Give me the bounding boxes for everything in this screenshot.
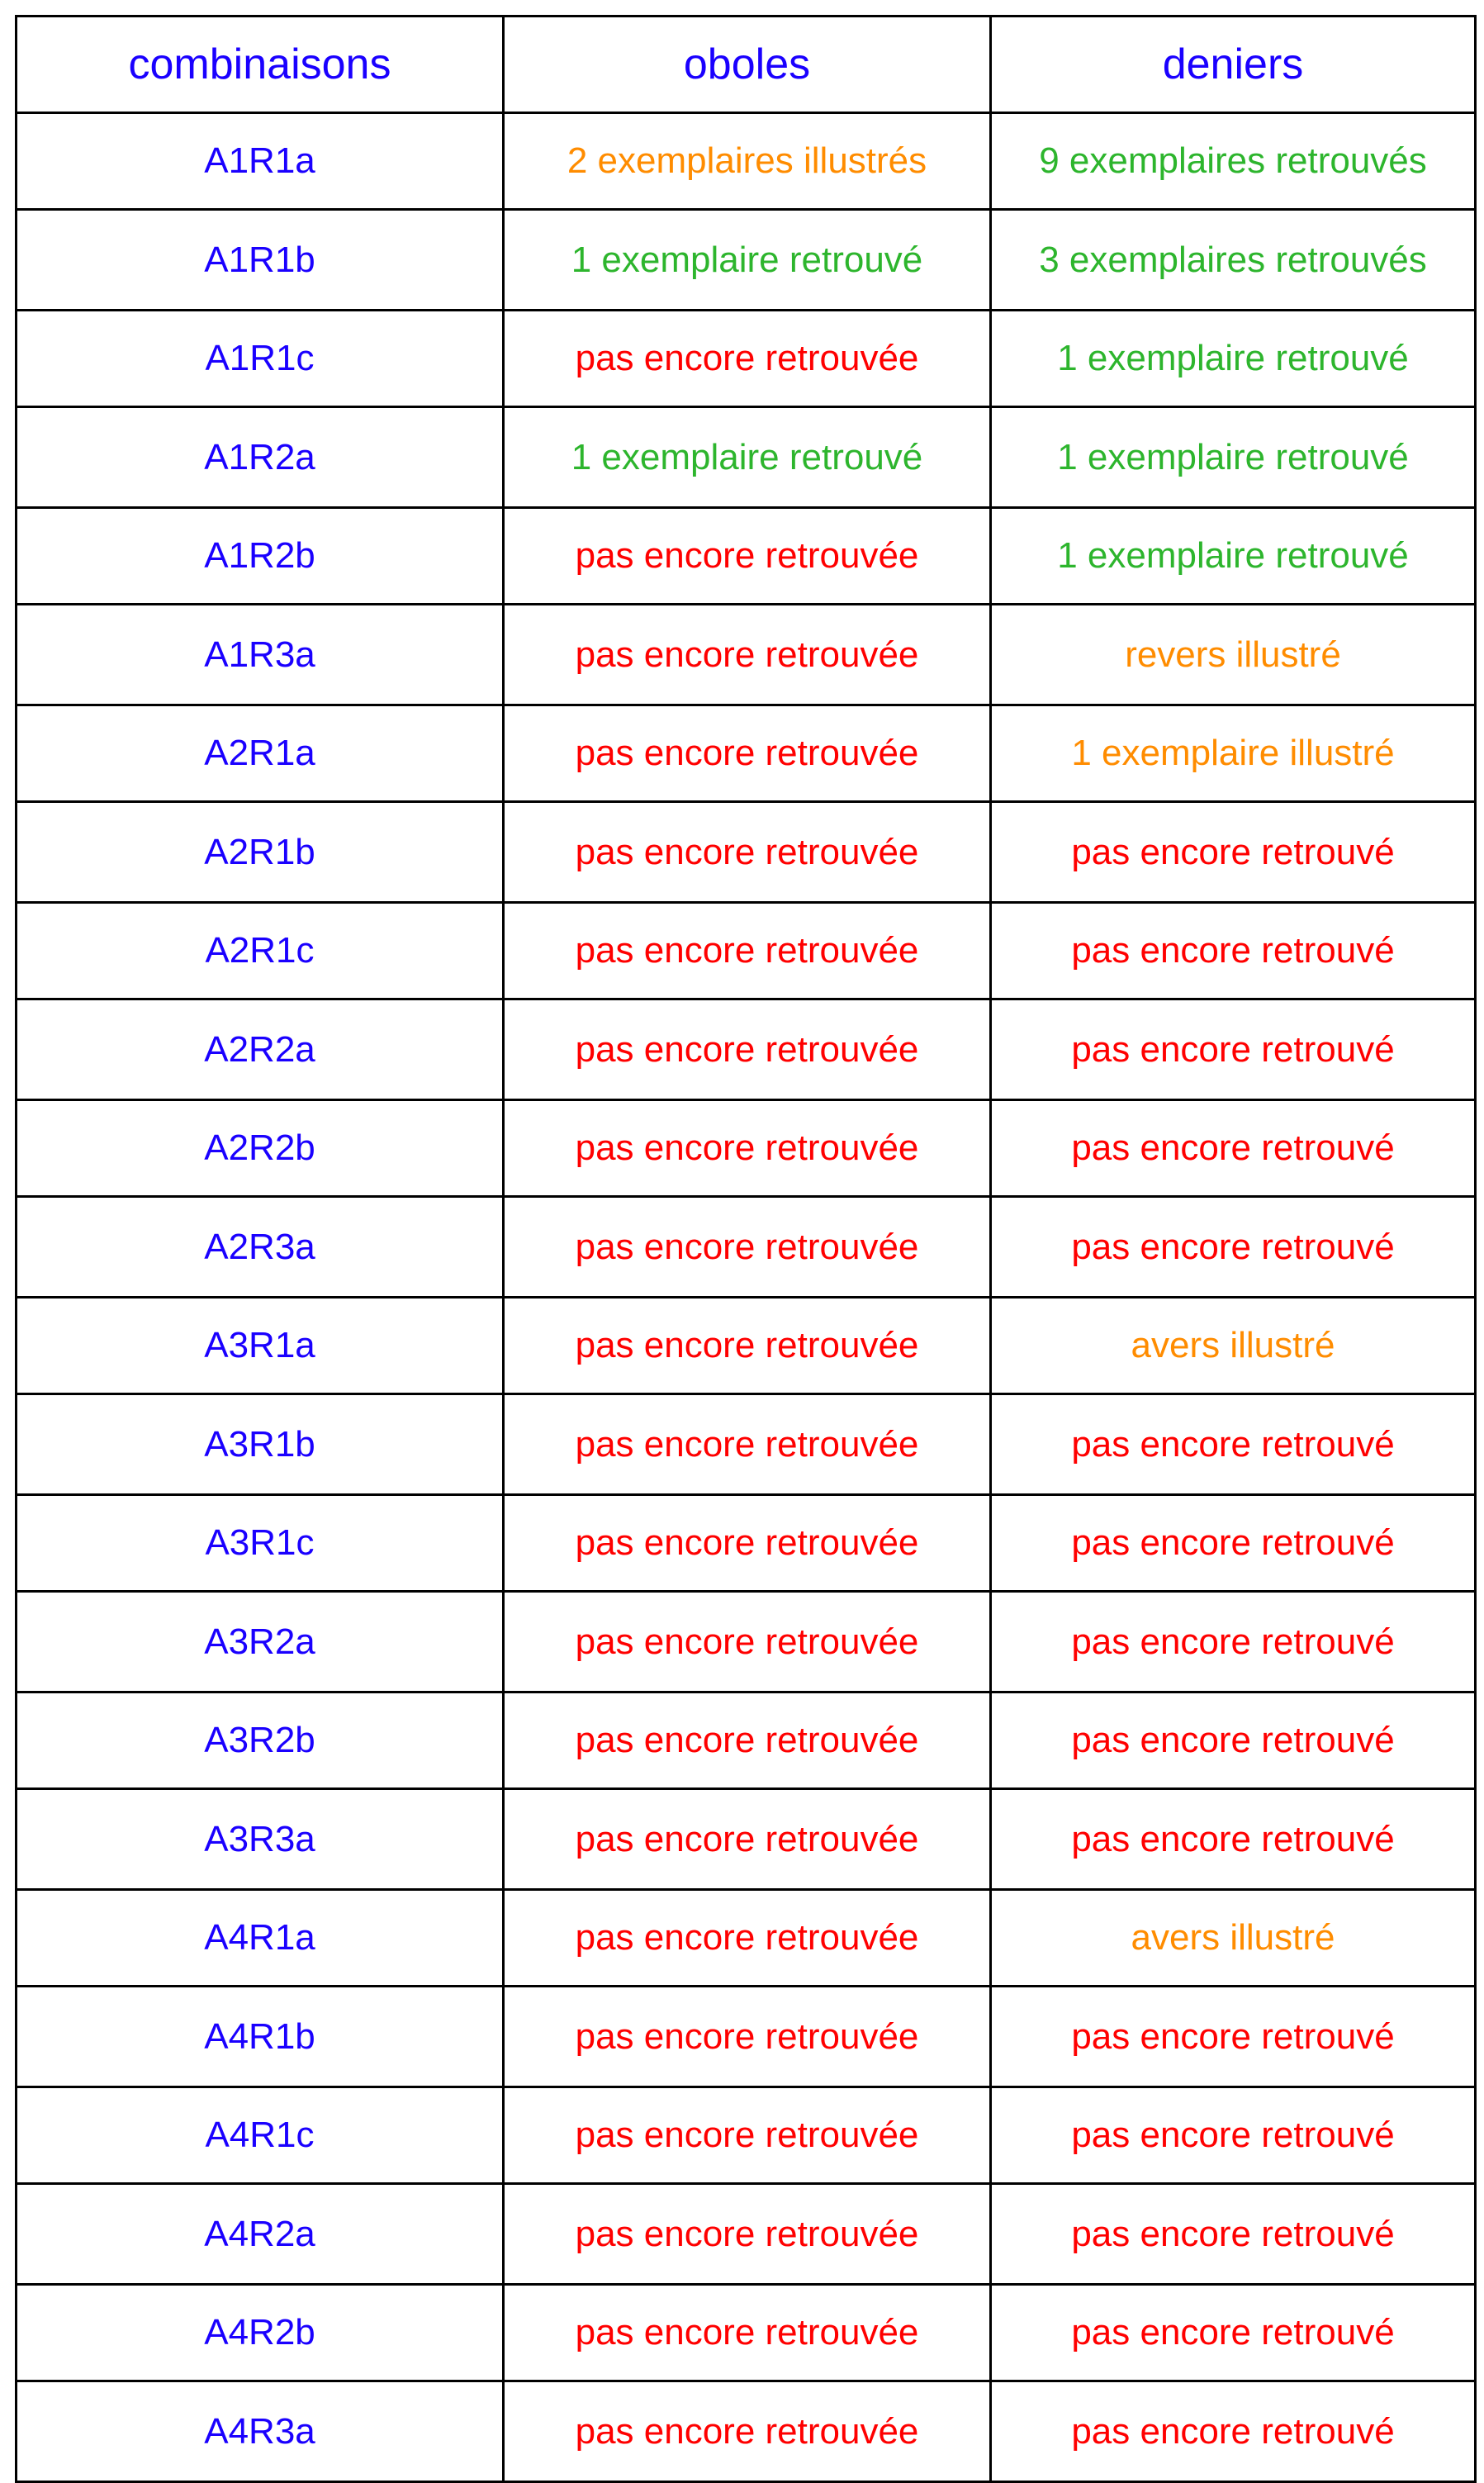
- deniers-cell: pas encore retrouvé: [991, 2087, 1476, 2184]
- combination-cell: A3R2a: [17, 1592, 504, 1693]
- header-deniers: deniers: [991, 17, 1476, 113]
- deniers-cell: pas encore retrouvé: [991, 2381, 1476, 2482]
- table-row: [17, 311, 1476, 407]
- oboles-cell: pas encore retrouvée: [504, 903, 991, 999]
- table-row: [17, 802, 1476, 903]
- oboles-cell: pas encore retrouvée: [504, 802, 991, 903]
- oboles-cell: pas encore retrouvée: [504, 1592, 991, 1693]
- oboles-cell: pas encore retrouvée: [504, 1394, 991, 1495]
- combination-cell: A3R1c: [17, 1495, 504, 1592]
- table-row: [17, 508, 1476, 605]
- deniers-cell: avers illustré: [991, 1890, 1476, 1987]
- table-body: [17, 113, 1476, 2482]
- deniers-cell: avers illustré: [991, 1298, 1476, 1394]
- table-row: [17, 1890, 1476, 1987]
- deniers-cell: pas encore retrouvé: [991, 1394, 1476, 1495]
- oboles-cell: pas encore retrouvée: [504, 1298, 991, 1394]
- combination-cell: A4R1c: [17, 2087, 504, 2184]
- combination-cell: A2R3a: [17, 1197, 504, 1298]
- table-row: [17, 705, 1476, 802]
- deniers-cell: revers illustré: [991, 605, 1476, 705]
- deniers-cell: pas encore retrouvé: [991, 1495, 1476, 1592]
- oboles-cell: 1 exemplaire retrouvé: [504, 407, 991, 508]
- table-row: [17, 1789, 1476, 1890]
- header-combinaisons: combinaisons: [17, 17, 504, 113]
- oboles-cell: pas encore retrouvée: [504, 2087, 991, 2184]
- oboles-cell: pas encore retrouvée: [504, 311, 991, 407]
- table-row: [17, 903, 1476, 999]
- deniers-cell: pas encore retrouvé: [991, 903, 1476, 999]
- header-oboles: oboles: [504, 17, 991, 113]
- combination-cell: A4R2b: [17, 2285, 504, 2381]
- deniers-cell: pas encore retrouvé: [991, 2184, 1476, 2285]
- combinations-table: [15, 15, 1477, 2483]
- oboles-cell: pas encore retrouvée: [504, 1987, 991, 2087]
- deniers-cell: pas encore retrouvé: [991, 1987, 1476, 2087]
- oboles-cell: pas encore retrouvée: [504, 1693, 991, 1789]
- combination-cell: A2R1b: [17, 802, 504, 903]
- table-row: [17, 1100, 1476, 1197]
- combination-cell: A4R2a: [17, 2184, 504, 2285]
- oboles-cell: pas encore retrouvée: [504, 999, 991, 1100]
- combination-cell: A4R1b: [17, 1987, 504, 2087]
- oboles-cell: 1 exemplaire retrouvé: [504, 210, 991, 311]
- oboles-cell: pas encore retrouvée: [504, 1495, 991, 1592]
- header-row: [17, 17, 1476, 113]
- table-row: [17, 1693, 1476, 1789]
- oboles-cell: pas encore retrouvée: [504, 1197, 991, 1298]
- combination-cell: A2R1c: [17, 903, 504, 999]
- combination-cell: A1R1a: [17, 113, 504, 210]
- combination-cell: A1R1b: [17, 210, 504, 311]
- combination-cell: A4R3a: [17, 2381, 504, 2482]
- oboles-cell: pas encore retrouvée: [504, 605, 991, 705]
- combination-cell: A3R3a: [17, 1789, 504, 1890]
- deniers-cell: pas encore retrouvé: [991, 1197, 1476, 1298]
- deniers-cell: pas encore retrouvé: [991, 1693, 1476, 1789]
- table-row: [17, 1592, 1476, 1693]
- deniers-cell: 9 exemplaires retrouvés: [991, 113, 1476, 210]
- combination-cell: A1R2a: [17, 407, 504, 508]
- table-row: [17, 113, 1476, 210]
- oboles-cell: pas encore retrouvée: [504, 1789, 991, 1890]
- table-row: [17, 2087, 1476, 2184]
- combination-cell: A3R2b: [17, 1693, 504, 1789]
- deniers-cell: 3 exemplaires retrouvés: [991, 210, 1476, 311]
- combination-cell: A4R1a: [17, 1890, 504, 1987]
- combination-cell: A2R2a: [17, 999, 504, 1100]
- oboles-cell: pas encore retrouvée: [504, 705, 991, 802]
- table-row: [17, 407, 1476, 508]
- oboles-cell: pas encore retrouvée: [504, 2381, 991, 2482]
- table-row: [17, 1987, 1476, 2087]
- deniers-cell: pas encore retrouvé: [991, 1100, 1476, 1197]
- deniers-cell: pas encore retrouvé: [991, 1592, 1476, 1693]
- oboles-cell: pas encore retrouvée: [504, 508, 991, 605]
- combination-cell: A1R2b: [17, 508, 504, 605]
- table-row: [17, 2285, 1476, 2381]
- deniers-cell: 1 exemplaire retrouvé: [991, 407, 1476, 508]
- table-row: [17, 210, 1476, 311]
- combination-cell: A3R1b: [17, 1394, 504, 1495]
- table-row: [17, 605, 1476, 705]
- oboles-cell: 2 exemplaires illustrés: [504, 113, 991, 210]
- table-row: [17, 999, 1476, 1100]
- deniers-cell: 1 exemplaire retrouvé: [991, 508, 1476, 605]
- table-row: [17, 1197, 1476, 1298]
- oboles-cell: pas encore retrouvée: [504, 2285, 991, 2381]
- deniers-cell: pas encore retrouvé: [991, 802, 1476, 903]
- combination-cell: A3R1a: [17, 1298, 504, 1394]
- table-row: [17, 2184, 1476, 2285]
- combination-cell: A1R3a: [17, 605, 504, 705]
- table-row: [17, 2381, 1476, 2482]
- oboles-cell: pas encore retrouvée: [504, 1100, 991, 1197]
- combination-cell: A2R1a: [17, 705, 504, 802]
- deniers-cell: 1 exemplaire illustré: [991, 705, 1476, 802]
- combination-cell: A2R2b: [17, 1100, 504, 1197]
- table-row: [17, 1298, 1476, 1394]
- deniers-cell: pas encore retrouvé: [991, 1789, 1476, 1890]
- deniers-cell: pas encore retrouvé: [991, 999, 1476, 1100]
- oboles-cell: pas encore retrouvée: [504, 1890, 991, 1987]
- table-row: [17, 1394, 1476, 1495]
- oboles-cell: pas encore retrouvée: [504, 2184, 991, 2285]
- deniers-cell: pas encore retrouvé: [991, 2285, 1476, 2381]
- combination-cell: A1R1c: [17, 311, 504, 407]
- table-row: [17, 1495, 1476, 1592]
- deniers-cell: 1 exemplaire retrouvé: [991, 311, 1476, 407]
